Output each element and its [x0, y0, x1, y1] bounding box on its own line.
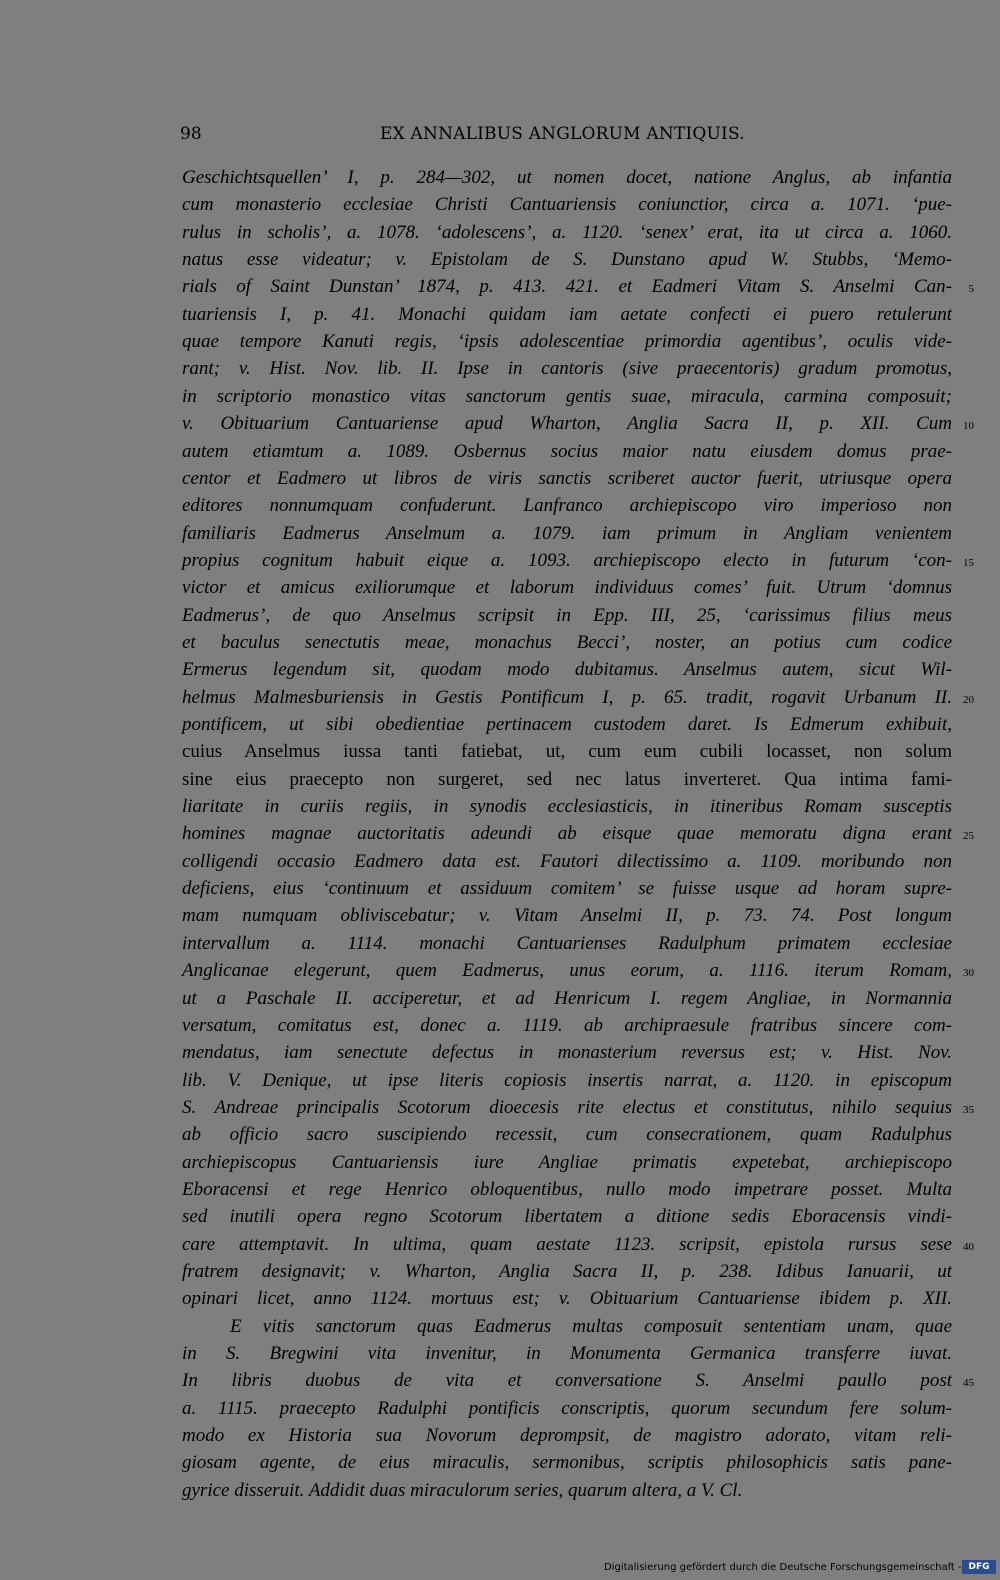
line-number: 30 [963, 967, 974, 979]
text-line: rulus in scholis’, a. 1078. ‘adolescens’, a. 1120. ‘senex’ erat, ita ut circa a. 1060. [182, 222, 952, 243]
text-line: a. 1115. praecepto Radulphi pontificis conscriptis, quorum secundum fere solum- [182, 1398, 952, 1419]
text-line: in scriptorio monastico vitas sanctorum gentis suae, miracula, carmina composuit; [182, 386, 952, 407]
text-line: Geschichtsquellen’ I, p. 284—302, ut nomen docet, natione Anglus, ab infantia [182, 167, 952, 188]
line-number: 35 [963, 1104, 974, 1116]
text-line: homines magnae auctoritatis adeundi ab eisque quae memoratu digna erant [182, 823, 952, 844]
line-number: 10 [963, 420, 974, 432]
text-line: colligendi occasio Eadmero data est. Fautori dilectissimo a. 1109. moribundo non [182, 851, 952, 872]
page-number: 98 [180, 124, 202, 144]
text-line: rials of Saint Dunstan’ 1874, p. 413. 421. et Eadmeri Vitam S. Anselmi Can- [182, 276, 952, 297]
text-line: cuius Anselmus iussa tanti fatiebat, ut, cum eum cubili locasset, non solum [182, 741, 952, 762]
text-line: v. Obituarium Cantuariense apud Wharton, Anglia Sacra II, p. XII. Cum [182, 413, 952, 434]
text-line: editores nonnumquam confuderunt. Lanfranco archiepiscopo viro imperioso non [182, 495, 952, 516]
digitization-credit: Digitalisierung gefördert durch die Deutsche Forschungsgemeinschaft - [604, 1562, 962, 1573]
text-line: liaritate in curiis regiis, in synodis ecclesiasticis, in itineribus Romam susceptis [182, 796, 952, 817]
text-line: Ermerus legendum sit, quodam modo dubitamus. Anselmus autem, sicut Wil- [182, 659, 952, 680]
text-line: rant; v. Hist. Nov. lib. II. Ipse in cantoris (sive praecentoris) gradum promotus, [182, 358, 952, 379]
line-number: 25 [963, 830, 974, 842]
text-line: care attemptavit. In ultima, quam aestate 1123. scripsit, epistola rursus sese [182, 1234, 952, 1255]
dfg-logo: DFG [962, 1560, 996, 1574]
text-line: sine eius praecepto non surgeret, sed nec latus inverteret. Qua intima fami- [182, 769, 952, 790]
text-line: mam numquam obliviscebatur; v. Vitam Anselmi II, p. 73. 74. Post longum [182, 905, 952, 926]
text-line: sed inutili opera regno Scotorum libertatem a ditione sedis Eboracensis vindi- [182, 1206, 952, 1227]
text-line: E vitis sanctorum quas Eadmerus multas composuit sententiam unam, quae [230, 1316, 952, 1337]
text-line: fratrem designavit; v. Wharton, Anglia Sacra II, p. 238. Idibus Ianuarii, ut [182, 1261, 952, 1282]
text-line: helmus Malmesburiensis in Gestis Pontificum I, p. 65. tradit, rogavit Urbanum II. [182, 687, 952, 708]
text-line: opinari licet, anno 1124. mortuus est; v. Obituarium Cantuariense ibidem p. XII. [182, 1288, 952, 1309]
text-line: gyrice disseruit. Addidit duas miraculorum series, quarum altera, a V. Cl. [182, 1480, 743, 1501]
text-line: Eadmerus’, de quo Anselmus scripsit in Epp. III, 25, ‘carissimus filius meus [182, 605, 952, 626]
text-line: In libris duobus de vita et conversatione S. Anselmi paullo post [182, 1370, 952, 1391]
text-line: mendatus, iam senectute defectus in monasterium reversus est; v. Hist. Nov. [182, 1042, 952, 1063]
text-line: autem etiamtum a. 1089. Osbernus socius maior natu eiusdem domus prae- [182, 441, 952, 462]
text-line: centor et Eadmero ut libros de viris sanctis scriberet auctor fuerit, utriusque opera [182, 468, 952, 489]
text-line: propius cognitum habuit eique a. 1093. archiepiscopo electo in futurum ‘con- [182, 550, 952, 571]
text-line: cum monasterio ecclesiae Christi Cantuariensis coniunctior, circa a. 1071. ‘pue- [182, 194, 952, 215]
text-line: intervallum a. 1114. monachi Cantuarienses Radulphum primatem ecclesiae [182, 933, 952, 954]
text-line: deficiens, eius ‘continuum et assiduum comitem’ se fuisse usque ad horam supre- [182, 878, 952, 899]
text-line: Eboracensi et rege Henrico obloquentibus, nullo modo impetrare posset. Multa [182, 1179, 952, 1200]
running-head: EX ANNALIBUS ANGLORUM ANTIQUIS. [380, 124, 745, 144]
text-line: Anglicanae elegerunt, quem Eadmerus, unus eorum, a. 1116. iterum Romam, [182, 960, 952, 981]
text-line: in S. Bregwini vita invenitur, in Monumenta Germanica transferre iuvat. [182, 1343, 952, 1364]
text-line: lib. V. Denique, ut ipse literis copiosis insertis narrat, a. 1120. in episcopum [182, 1070, 952, 1091]
text-line: quae tempore Kanuti regis, ‘ipsis adolescentiae primordia agentibus’, oculis vide- [182, 331, 952, 352]
text-line: ut a Paschale II. acciperetur, et ad Henricum I. regem Angliae, in Normannia [182, 988, 952, 1009]
text-line: giosam agente, de eius miraculis, sermonibus, scriptis philosophicis satis pane- [182, 1452, 952, 1473]
text-line: modo ex Historia sua Novorum deprompsit, de magistro adorato, vitam reli- [182, 1425, 952, 1446]
text-line: et baculus senectutis meae, monachus Becci’, noster, an potius cum codice [182, 632, 952, 653]
text-line: natus esse videatur; v. Epistolam de S. Dunstano apud W. Stubbs, ‘Memo- [182, 249, 952, 270]
line-number: 40 [963, 1241, 974, 1253]
line-number: 15 [963, 557, 974, 569]
text-line: archiepiscopus Cantuariensis iure Angliae primatis expetebat, archiepiscopo [182, 1152, 952, 1173]
text-line: tuariensis I, p. 41. Monachi quidam iam aetate confecti ei puero retulerunt [182, 304, 952, 325]
text-line: versatum, comitatus est, donec a. 1119. ab archipraesule fratribus sincere com- [182, 1015, 952, 1036]
line-number: 45 [963, 1377, 974, 1389]
line-number: 5 [968, 283, 974, 295]
text-line: familiaris Eadmerus Anselmum a. 1079. iam primum in Angliam venientem [182, 523, 952, 544]
line-number: 20 [963, 694, 974, 706]
text-line: pontificem, ut sibi obedientiae pertinacem custodem daret. Is Edmerum exhibuit, [182, 714, 952, 735]
text-line: S. Andreae principalis Scotorum dioecesis rite electus et constitutus, nihilo sequius [182, 1097, 952, 1118]
text-line: victor et amicus exiliorumque et laborum individuus comes’ fuit. Utrum ‘domnus [182, 577, 952, 598]
text-line: ab officio sacro suscipiendo recessit, cum consecrationem, quam Radulphus [182, 1124, 952, 1145]
